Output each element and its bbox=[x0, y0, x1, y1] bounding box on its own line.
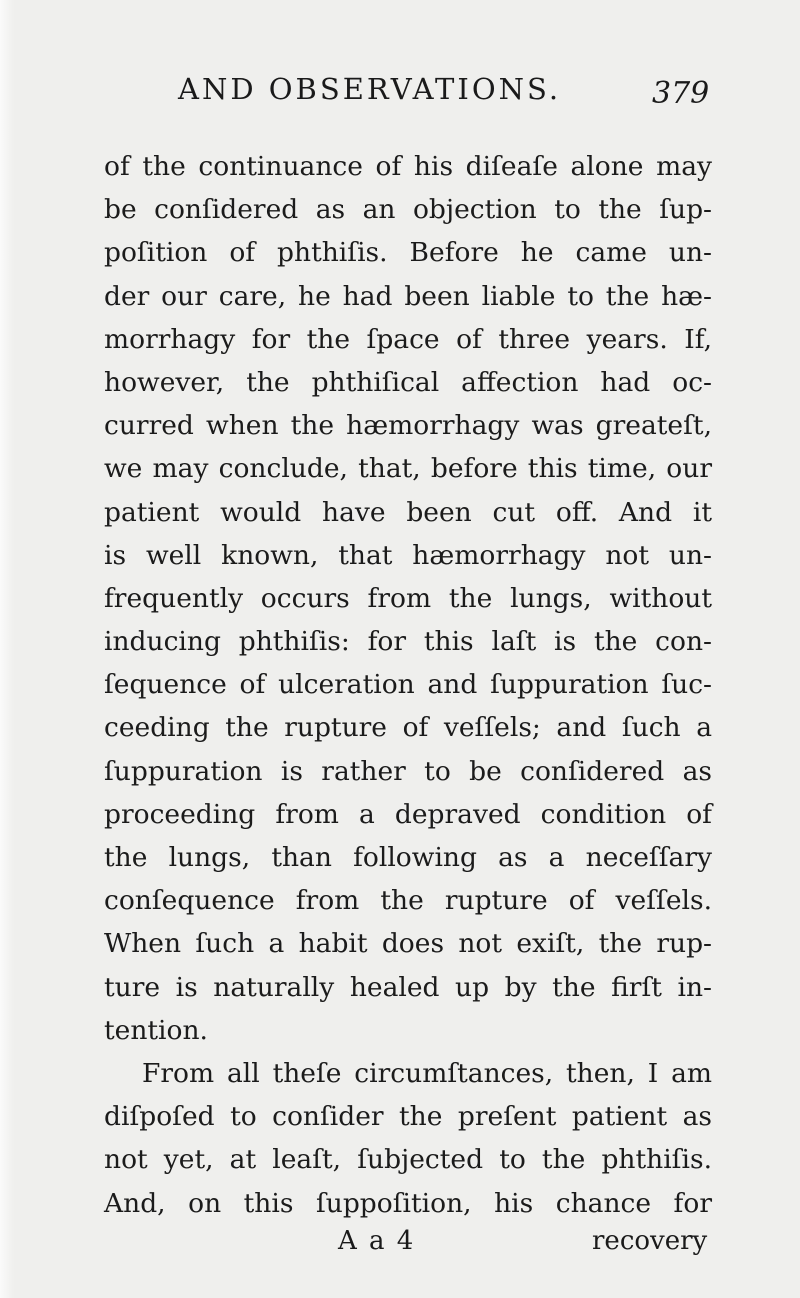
text-line: poſition of phthiſis. Before he came un- bbox=[104, 237, 712, 269]
page-edge-shadow bbox=[0, 0, 14, 1298]
page-footer bbox=[0, 1226, 800, 1266]
text-line: the lungs, than following as a neceſſary bbox=[104, 842, 712, 873]
text-line: ceeding the rupture of veſſels; and ſuch a bbox=[104, 712, 712, 744]
text-line: diſpoſed to conſider the preſent patient as bbox=[104, 1101, 712, 1133]
text-line: ſequence of ulceration and ſuppuration ſuc- bbox=[104, 669, 712, 701]
text-line: der our care, he had been liable to the hæ- bbox=[104, 280, 712, 312]
text-line: morrhagy for the ſpace of three years. If, bbox=[104, 323, 712, 355]
text-line: proceeding from a depraved condition of bbox=[104, 798, 712, 830]
running-head: AND OBSERVATIONS. bbox=[178, 72, 562, 106]
page-header bbox=[0, 72, 800, 116]
text-line: however, the phthiſical affection had oc- bbox=[104, 366, 712, 398]
text-line: is well known, that hæmorrhagy not un- bbox=[104, 539, 712, 571]
text-line: frequently occurs from the lungs, without bbox=[104, 582, 712, 614]
catchword: recovery bbox=[592, 1226, 708, 1256]
text-line: not yet, at leaſt, ſubjected to the phthiſis. bbox=[104, 1144, 712, 1176]
text-line: we may conclude, that, before this time, our bbox=[104, 453, 712, 485]
paragraph-start-line: From all theſe circumſtances, then, I am bbox=[142, 1057, 712, 1089]
text-line: ſuppuration is rather to be conſidered as bbox=[104, 755, 712, 787]
text-line: conſequence from the rupture of veſſels. bbox=[104, 885, 712, 917]
text-line: And, on this ſuppoſition, his chance for bbox=[104, 1187, 712, 1219]
page-number: 379 bbox=[652, 76, 710, 111]
text-line: tention. bbox=[104, 1014, 208, 1046]
text-line: ture is naturally healed up by the firſt in- bbox=[104, 971, 712, 1003]
text-line: patient would have been cut off. And it bbox=[104, 496, 712, 528]
text-line: be conſidered as an objection to the ſup- bbox=[104, 194, 712, 226]
text-line: inducing phthiſis: for this laſt is the con- bbox=[104, 626, 712, 658]
text-line: of the continuance of his diſeaſe alone may bbox=[104, 151, 712, 182]
text-line: When ſuch a habit does not exiſt, the rup- bbox=[104, 928, 712, 960]
text-line: curred when the hæmorrhagy was greateſt, bbox=[104, 410, 712, 442]
signature-mark: A a 4 bbox=[338, 1226, 416, 1256]
body-text bbox=[104, 145, 712, 1225]
